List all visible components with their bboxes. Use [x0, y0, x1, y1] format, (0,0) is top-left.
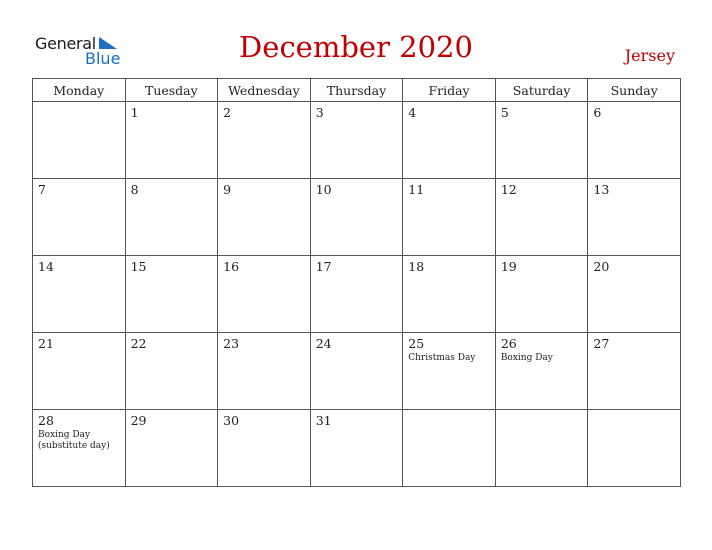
day-cell [33, 410, 126, 487]
day-cell [495, 102, 588, 179]
day-number: 13 [593, 182, 610, 197]
day-cell [33, 179, 126, 256]
day-cell [588, 256, 681, 333]
calendar-grid [32, 78, 681, 487]
day-cell [218, 102, 311, 179]
day-cell [495, 410, 588, 487]
day-number: 2 [223, 105, 232, 120]
day-cell [588, 333, 681, 410]
day-number: 1 [130, 105, 139, 120]
day-number: 21 [38, 336, 54, 351]
day-cell [125, 410, 218, 487]
weekday-header: Tuesday [125, 79, 218, 102]
day-number: 29 [130, 413, 147, 428]
day-number: 16 [223, 259, 240, 274]
day-cell [125, 102, 218, 179]
day-number: 8 [130, 182, 139, 197]
day-number: 11 [408, 182, 425, 197]
day-cell [33, 333, 126, 410]
day-number: 26 [500, 336, 517, 351]
holiday-label: Boxing Day (substitute day) [38, 430, 110, 451]
day-cell [403, 410, 496, 487]
weekday-header-row [33, 79, 681, 102]
day-cell [33, 102, 126, 179]
day-cell [588, 179, 681, 256]
day-cell [403, 256, 496, 333]
day-cell [310, 410, 403, 487]
day-number: 6 [593, 105, 602, 120]
day-number: 9 [223, 182, 232, 197]
day-cell [310, 179, 403, 256]
day-number: 12 [500, 182, 517, 197]
day-cell [588, 102, 681, 179]
weekday-header: Saturday [495, 79, 588, 102]
day-number: 18 [408, 259, 425, 274]
day-cell [588, 410, 681, 487]
day-number: 17 [315, 259, 332, 274]
generalblue-logo [35, 34, 135, 68]
day-cell [495, 333, 588, 410]
weekday-header: Thursday [310, 79, 403, 102]
day-cell [125, 256, 218, 333]
day-cell [403, 179, 496, 256]
weekday-header: Friday [403, 79, 496, 102]
day-number: 3 [315, 105, 324, 120]
day-cell [403, 102, 496, 179]
day-number: 4 [408, 105, 417, 120]
weekday-header: Monday [33, 79, 126, 102]
day-number: 24 [315, 336, 332, 351]
day-cell [495, 179, 588, 256]
week-row [33, 102, 681, 179]
weekday-header: Wednesday [218, 79, 311, 102]
day-number: 25 [408, 336, 425, 351]
day-number: 5 [500, 105, 509, 120]
holiday-label: Boxing Day [500, 353, 553, 363]
day-cell [310, 102, 403, 179]
page-title: December 2020 [239, 30, 473, 64]
day-number: 23 [223, 336, 240, 351]
day-number: 28 [38, 413, 54, 428]
week-row [33, 333, 681, 410]
week-row [33, 179, 681, 256]
day-number: 10 [315, 182, 332, 197]
day-cell [33, 256, 126, 333]
day-cell [125, 333, 218, 410]
week-row [33, 256, 681, 333]
day-cell [310, 333, 403, 410]
day-cell [310, 256, 403, 333]
logo-text-general: General [35, 34, 96, 53]
day-number: 15 [130, 259, 147, 274]
holiday-label: Christmas Day [408, 353, 476, 363]
day-cell [495, 256, 588, 333]
region-label: Jersey [624, 46, 675, 65]
day-cell [218, 410, 311, 487]
day-number: 19 [500, 259, 517, 274]
day-number: 22 [130, 336, 147, 351]
day-number: 14 [38, 259, 54, 274]
weekday-header: Sunday [588, 79, 681, 102]
day-cell [403, 333, 496, 410]
day-number: 30 [223, 413, 240, 428]
day-cell [218, 333, 311, 410]
week-row [33, 410, 681, 487]
day-number: 31 [315, 413, 332, 428]
day-number: 7 [38, 182, 46, 197]
day-cell [125, 179, 218, 256]
day-number: 20 [593, 259, 610, 274]
day-cell [218, 179, 311, 256]
logo-text-blue: Blue [85, 49, 121, 68]
day-cell [218, 256, 311, 333]
day-number: 27 [593, 336, 610, 351]
